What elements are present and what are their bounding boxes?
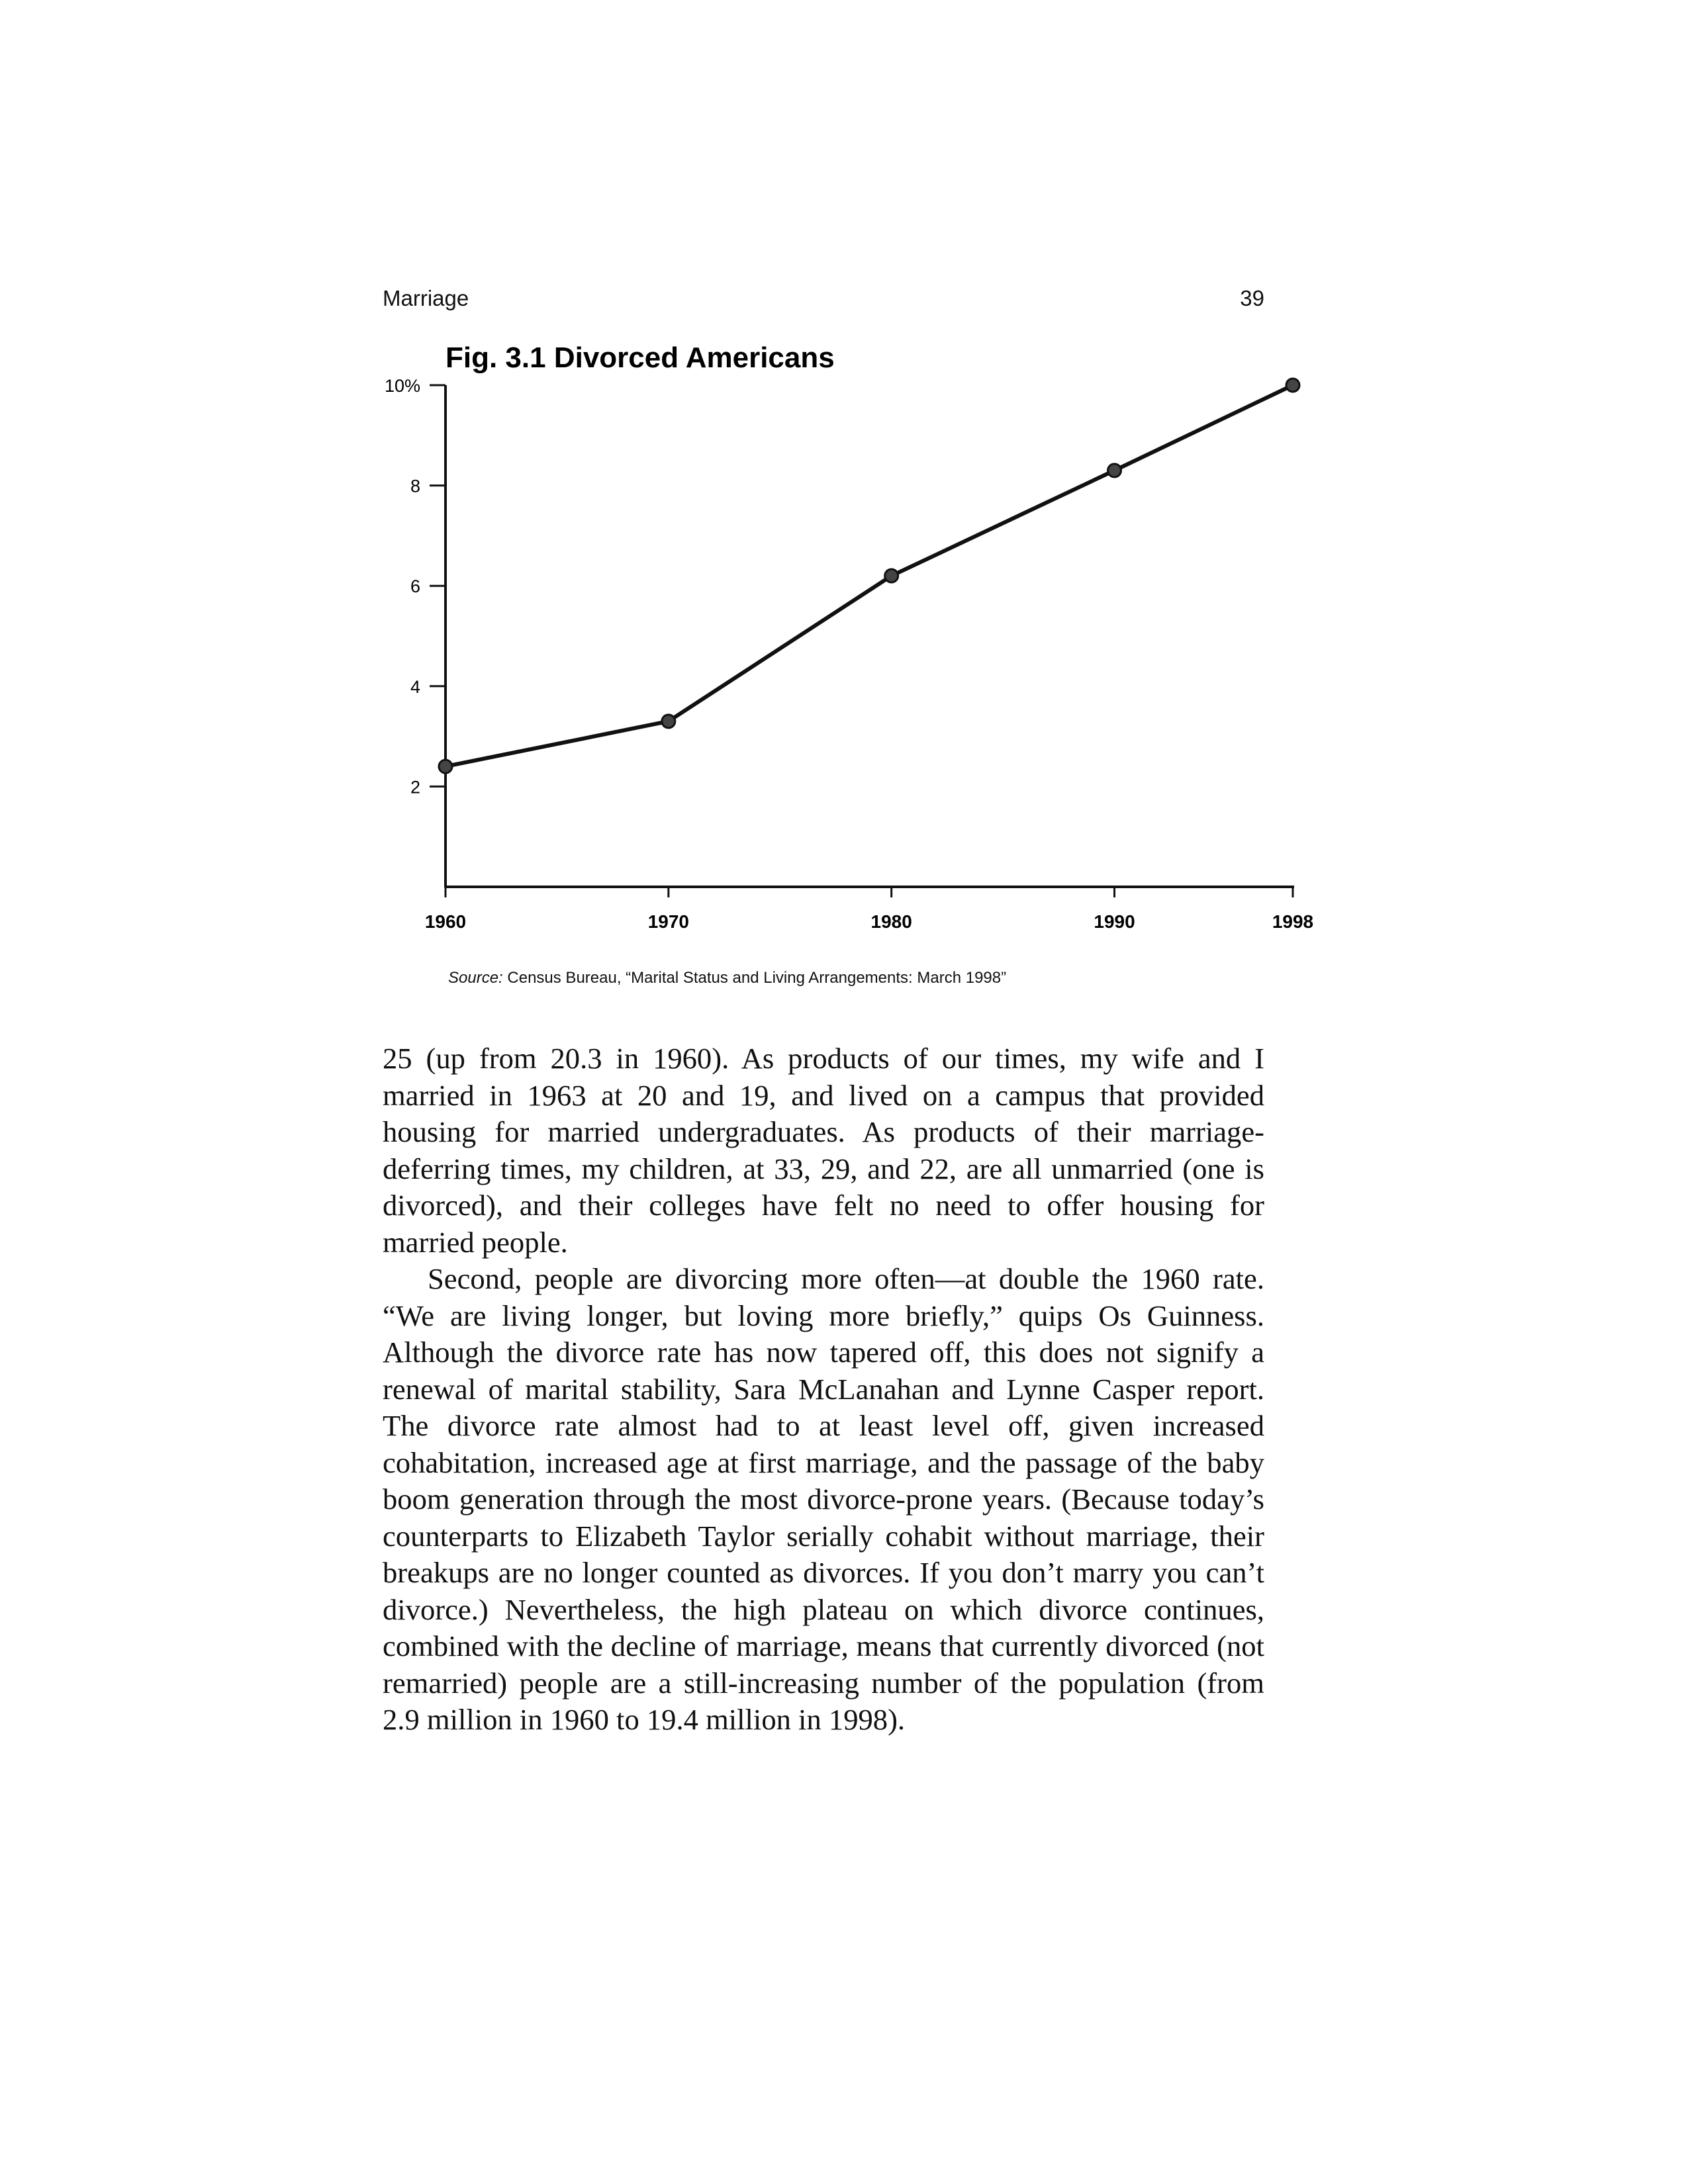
x-tick-label: 1998 [1272,911,1314,930]
x-tick-label: 1960 [424,911,467,930]
y-tick-label: 6 [410,576,420,597]
x-tick-label: 1970 [647,911,689,930]
data-point [662,715,675,728]
x-tick-label: 1990 [1094,911,1135,930]
y-tick-label: 4 [410,676,420,697]
source-text: Census Bureau, “Marital Status and Living Arrangements: March 1998” [502,969,1007,987]
series-line [445,385,1293,766]
source-label: Source: [448,969,503,987]
data-point [439,760,452,773]
y-tick-label: 10% [384,376,420,396]
chart-title: Fig. 3.1 Divorced Americans [445,341,835,374]
y-tick-label: 8 [410,476,420,496]
paragraph-1: 25 (up from 20.3 in 1960). As products of our times, my wife and I married in 1963 at 20 and 19, and lived on a campus that provided housing for married undergraduates. As products of their marriage-deferring times, my children, at 33, 29, and 22, are all unmarried (one is divorced), and their colleges have felt no need to offer housing for married people. [383,1042,1264,1259]
y-tick-label: 2 [410,777,420,797]
running-title: Marriage [383,286,469,310]
figure-source [448,969,1006,987]
data-point [1286,379,1299,392]
body-text [383,1040,1264,1739]
running-head [383,286,1264,319]
page-number: 39 [1240,286,1264,310]
data-point [1108,464,1121,477]
paragraph-2: Second, people are divorcing more often—at double the 1960 rate. “We are living longer, but loving more briefly,” quips Os Guinness. Although the divorce rate has now tapered off, this does not signify a renewal of marital stability, Sara McLanahan and Lynne Casper report. The divorce rate almost had to at least level off, given increased cohabitation, increased age at first marriage, and the passage of the baby boom generation through the most divorce-prone years. (Because today’s counterparts to Elizabeth Taylor serially cohabit without marriage, their breakups are no longer counted as divorces. If you don’t marry you can’t divorce.) Nevertheless, the high plateau on which divorce continues, combined with the decline of marriage, means that currently divorced (not remarried) people are a still-increasing number of the population (from 2.9 million in 1960 to 19.4 million in 1998). [383,1262,1264,1736]
divorced-americans-chart [371,334,1324,930]
data-point [885,569,898,582]
x-tick-label: 1980 [870,911,912,930]
